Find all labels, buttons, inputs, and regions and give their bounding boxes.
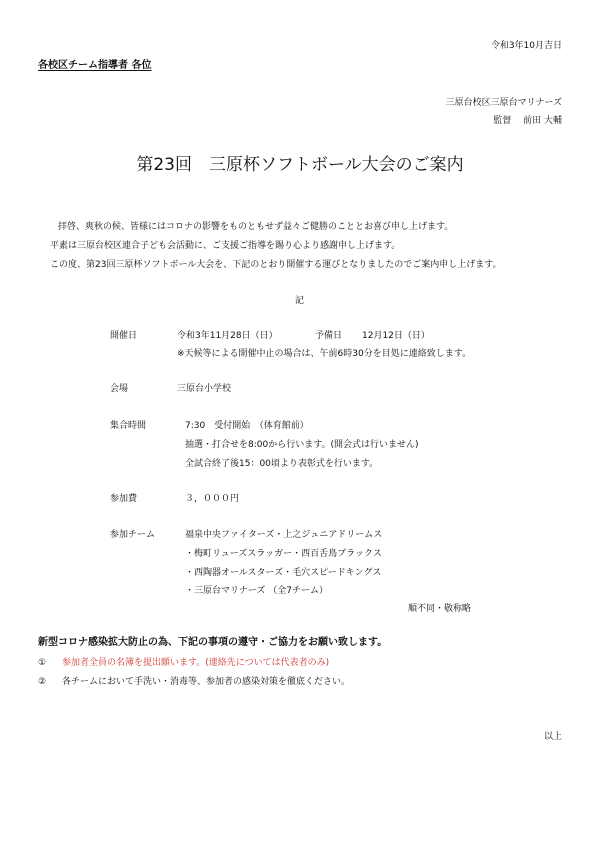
fee-label: 参加費	[110, 494, 138, 504]
time-note-2: 全試合終了後15：00頃より表彰式を行います。	[185, 459, 379, 469]
date-label: 開催日	[110, 331, 138, 341]
covid-heading: 新型コロナ感染拡大防止の為、下記の事項の遵守・ご協力をお願い致します。	[38, 637, 388, 648]
sender-person: 監督 前田 大輔	[493, 116, 562, 126]
closing-mark: 以上	[543, 732, 562, 742]
teams-order-note: 順不同・敬称略	[408, 604, 472, 614]
team-line-2: ・梅町リューズスラッガー・西百舌鳥ブラックス	[185, 549, 382, 559]
teams-label: 参加チーム	[110, 530, 156, 540]
document-date: 令和3年10月吉日	[490, 41, 562, 51]
time-note-1: 抽選・打合せを8:00から行います。(開会式は行いません)	[185, 440, 419, 450]
fee-value: ３，０００円	[185, 494, 240, 504]
reserve-label: 予備日	[315, 331, 343, 341]
team-line-4: ・三原台マリナーズ （全7チーム）	[185, 586, 328, 596]
team-line-3: ・西陶器オールスターズ・毛穴スピードキングス	[185, 568, 382, 578]
weather-note: ※天候等による開催中止の場合は、午前6時30分を目処に連絡致します。	[177, 349, 472, 359]
sender-organization: 三原台校区三原台マリナーズ	[445, 98, 562, 108]
venue-label: 会場	[110, 384, 129, 394]
covid-item-2-text: 各チームにおいて手洗い・消毒等、参加者の感染対策を徹底ください。	[62, 677, 351, 687]
page-title: 第23回 三原杯ソフトボール大会のご案内	[136, 155, 464, 175]
intro-line-1: 拝啓、爽秋の候、皆様にはコロナの影響をものともせず益々ご健勝のこととお喜び申し上げます。	[58, 222, 454, 232]
date-value: 令和3年11月28日（日）	[177, 331, 278, 341]
intro-line-2: 平素は三原台校区連合子ども会活動に、ご支援ご指導を賜り心より感謝申し上げます。	[50, 241, 401, 251]
intro-line-3: この度、第23回三原杯ソフトボール大会を、下記のとおり開催する運びとなりましたのでご案内申し上げます。	[50, 260, 502, 270]
covid-item-2-number: ②	[38, 677, 47, 687]
reserve-value: 12月12日（日）	[362, 331, 430, 341]
time-value: 7:30 受付開始 （体育館前）	[185, 421, 309, 431]
ki-marker: 記	[295, 296, 305, 306]
time-label: 集合時間	[110, 421, 147, 431]
venue-value: 三原台小学校	[177, 384, 232, 394]
recipient-line: 各校区チーム指導者 各位	[38, 60, 152, 71]
team-line-1: 福泉中央ファイターズ・上之ジュニアドリームス	[185, 530, 383, 540]
covid-item-1-number: ①	[38, 658, 47, 668]
covid-item-1-text: 参加者全員の名簿を提出願います。(連絡先については代表者のみ)	[62, 658, 330, 668]
